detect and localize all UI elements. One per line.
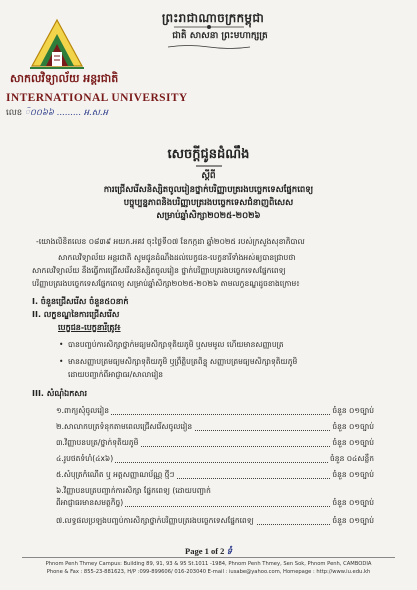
body-line: សាកលវិទ្យាល័យ អន្តរជាតិ សូមជូនដំណឹងដល់បេក្ខជន-បេក្ខនារីទាំងអស់ឲ្យបានជ្រាបថា xyxy=(58,253,296,262)
university-name-khmer: សាកលវិទ្យាល័យ អន្តរជាតិ xyxy=(10,72,119,85)
page-mark: ទំ xyxy=(226,546,232,556)
body-line: បរិញ្ញាបត្ររងបច្ចេកទេសផ្នែកពេទ្យ សម្រាប់ឆ្នាំសិក្សា២០២៥-២០២៦ តាមលក្ខខណ្ឌដូចខាងក្រោម៖ xyxy=(32,279,300,288)
document-item xyxy=(56,469,374,481)
ornament-divider-2 xyxy=(168,44,250,50)
notice-title: សេចក្តីជូនដំណឹង xyxy=(167,147,250,162)
document-count: ចំនួន ០៤សន្លឹក xyxy=(330,454,374,463)
reference-value: ៑០០៦៦ ......... អ.ស.អ xyxy=(24,108,108,118)
bullet-text: មានសញ្ញាបត្រមធ្យមសិក្សាទុតិយភូមិ ឬព្រឹត្តិបត្រពិន្ទុ សញ្ញាបត្រមធ្យមសិក្សាទុតិយភូមិ xyxy=(68,357,298,366)
document-count: ចំនួន ០១ច្បាប់ xyxy=(332,422,374,431)
document-item xyxy=(56,515,374,527)
university-logo xyxy=(28,16,86,70)
section-heading-conditions: II. លក្ខខណ្ឌនៃការជ្រើសរើស xyxy=(32,310,120,319)
conditions-subheading: បេក្ខជន-បេក្ខនារីត្រូវ៖ xyxy=(58,323,121,332)
kingdom-title: ព្រះរាជាណាចក្រកម្ពុជា xyxy=(161,11,265,25)
document-count: ចំនួន ០១ច្បាប់ xyxy=(332,516,374,525)
document-label: ៤.រូបថតទំហំ(៤x៦) xyxy=(56,454,114,463)
subject-line: ការជ្រើសរើសនិស្សិតចូលរៀនថ្នាក់បរិញ្ញាបត្ររងបច្ចេកទេសផ្នែកពេទ្យ xyxy=(103,185,314,195)
condition-bullet: • មានសញ្ញាបត្រមធ្យមសិក្សាទុតិយភូមិ ឬព្រឹត្តិបត្រពិន្ទុ សញ្ញាបត្រមធ្យមសិក្សាទុតិយភូមិ xyxy=(59,357,298,366)
reference-number xyxy=(6,108,108,120)
document-label: ២.សាលាកបត្រទំនុកតាមពេលជ្រើសរើសចូលរៀន xyxy=(56,422,193,431)
document-label: ៧.លទ្ធផលប្រឡងបញ្ចប់ការសិក្សាថ្នាក់បរិញ្ញាបត្ររងបច្ចេកទេសផ្នែកពេទ្យ xyxy=(56,516,254,525)
bullet-text: ដោយបញ្ជាក់ពីអាជ្ញាធរ/សាលារៀន xyxy=(68,370,164,379)
document-label: ៦.វិញ្ញាបនបត្របញ្ជាក់ការសិក្សា ផ្នែកពេទ្យ (ដោយបញ្ជាក់ xyxy=(56,486,211,495)
document-label: ៥.សំបុត្រកំណើត ឬ អត្តសញ្ញាណប័ណ្ណ ថ្មីៗ xyxy=(56,470,175,479)
condition-bullet-continued xyxy=(68,369,386,381)
reference-line: -យោងលិខិតលេខ ០៨៣៩ អយក.អគវ ចុះថ្ងៃទី០៧ ខែកក្កដា ឆ្នាំ២០២៥ របស់ក្រសួងសុខាភិបាល xyxy=(36,237,305,246)
document-label: ៣.វិញ្ញាបនបត្រ/ថ្នាក់ទុតិយភូមិ xyxy=(56,438,139,447)
document-item xyxy=(56,405,374,417)
footer-contact: Phone & Fax : 855-23-881623, H/P :099-899606/ 016-203040 E-mail : iusabe@yahoo.com, Homepage : http://www.iu.edu.kh xyxy=(46,569,371,575)
body-line: សាកលវិទ្យាល័យ នឹងធ្វើការជ្រើសរើសនិស្សិតចូលរៀន ថ្នាក់បរិញ្ញាបត្ររងបច្ចេកទេសផ្នែកពេទ្យ xyxy=(32,266,286,275)
document-item xyxy=(56,485,374,497)
section-heading-documents: III. សំណុំឯកសារ xyxy=(32,389,87,398)
document-item xyxy=(56,421,374,433)
subject-line: សម្រាប់ឆ្នាំសិក្សា២០២៥-២០២៦ xyxy=(156,211,261,221)
subject-line: បច្ចុប្បន្នភាពនិងបរិញ្ញាបត្ររងបច្ចេកទេសជំនាញពិសេស xyxy=(123,198,294,208)
document-count: ចំនួន ០១ច្បាប់ xyxy=(332,470,374,479)
condition-bullet: • បានបញ្ចប់ការសិក្សាថ្នាក់មធ្យមសិក្សាទុតិយភូមិ ឬសមមូល ហើយមានសញ្ញាបត្រ xyxy=(59,340,284,349)
title-underline xyxy=(196,164,222,168)
bullet-text: បានបញ្ចប់ការសិក្សាថ្នាក់មធ្យមសិក្សាទុតិយភូមិ ឬសមមូល ហើយមានសញ្ញាបត្រ xyxy=(68,340,284,349)
document-item-continued xyxy=(56,497,374,509)
national-motto: ជាតិ សាសនា ព្រះមហាក្សត្រ xyxy=(172,31,268,41)
footer-divider xyxy=(22,557,395,558)
document-label: ១.ពាក្យសុំចូលរៀន xyxy=(56,406,109,415)
document-item xyxy=(56,437,374,449)
ornament-divider xyxy=(174,24,244,30)
subject-text xyxy=(30,184,387,223)
document-count: ចំនួន ០១ច្បាប់ xyxy=(332,438,374,447)
document-label: ពីអាជ្ញាធរមានសមត្ថកិច្ច) xyxy=(56,498,124,507)
document-item xyxy=(56,453,374,465)
subject-label: ស្តីពី xyxy=(201,171,216,181)
footer-address: Phnom Penh Thmey Campus: Building 89, 91, 93 & 95 St.1011 -1984, Phnom Penh Thmey, Sen Sok, Phnom Penh, CAMBODIA xyxy=(45,561,372,567)
document-count: ចំនួន ០១ច្បាប់ xyxy=(332,406,374,415)
university-name-english: INTERNATIONAL UNIVERSITY xyxy=(6,92,188,104)
document-count: ចំនួន ០១ច្បាប់ xyxy=(332,498,374,507)
section-heading-quota: I. ចំនួនជ្រើសរើស ចំនួន៥០នាក់ xyxy=(32,297,129,306)
reference-label: លេខ xyxy=(6,108,25,118)
page-label: Page 1 of 2 xyxy=(185,546,225,556)
